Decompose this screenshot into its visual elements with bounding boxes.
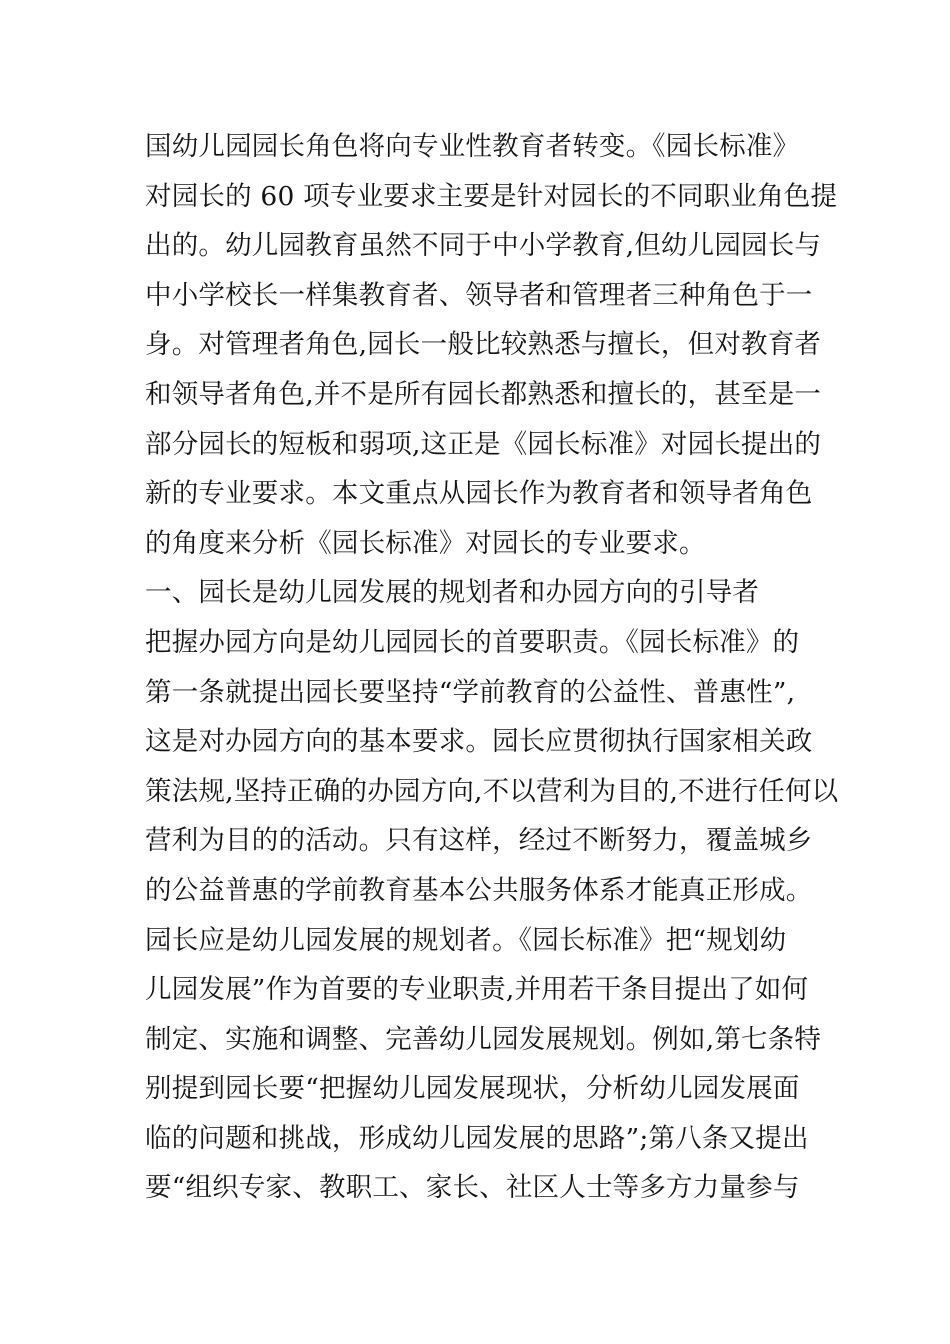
- text-line: 部分园长的短板和弱项,这正是《园长标准》对园长提出的: [145, 428, 822, 460]
- text-line: 的角度来分析《园长标准》对园长的专业要求。: [145, 527, 706, 559]
- text-line: 对园长的 60 项专业要求主要是针对园长的不同职业角色提: [145, 180, 838, 212]
- text-line: 新的专业要求。本文重点从园长作为教育者和领导者角色: [145, 478, 813, 510]
- text-line: 中小学校长一样集教育者、领导者和管理者三种角色于一: [145, 279, 813, 311]
- text-line: 和领导者角色,并不是所有园长都熟悉和擅长的，甚至是一: [145, 378, 822, 410]
- text-line: 国幼儿园园长角色将向专业性教育者转变。《园长标准》: [145, 131, 800, 162]
- text-line: 要“组织专家、教职工、家长、社区人士等多方力量参与: [145, 1172, 800, 1204]
- text-line: 园长应是幼儿园发展的规划者。《园长标准》把“规划幼: [145, 924, 787, 956]
- text-line: 策法规,坚持正确的办园方向,不以营利为目的,不进行任何以: [145, 775, 839, 807]
- section-heading: 一、园长是幼儿园发展的规划者和办园方向的引导者: [145, 577, 760, 609]
- text-line: 营利为目的的活动。只有这样，经过不断努力，覆盖城乡: [145, 825, 813, 857]
- text-line: 身。对管理者角色,园长一般比较熟悉与擅长，但对教育者: [145, 329, 822, 361]
- text-line: 把握办园方向是幼儿园园长的首要职责。《园长标准》的: [145, 626, 800, 658]
- text-line: 第一条就提出园长要坚持“学前教育的公益性、普惠性”,: [145, 676, 796, 708]
- text-line: 别提到园长要“把握幼儿园发展现状，分析幼儿园发展面: [145, 1073, 800, 1105]
- text-line: 这是对办园方向的基本要求。园长应贯彻执行国家相关政: [145, 726, 813, 758]
- text-line: 的公益普惠的学前教育基本公共服务体系才能真正形成。: [145, 874, 813, 906]
- text-line: 制定、实施和调整、完善幼儿园发展规划。例如,第七条特: [145, 1023, 822, 1055]
- text-line: 儿园发展”作为首要的专业职责,并用若干条目提出了如何: [145, 974, 809, 1006]
- text-line: 临的问题和挑战，形成幼儿园发展的思路”;第八条又提出: [145, 1122, 809, 1154]
- text-line: 出的。幼儿园教育虽然不同于中小学教育,但幼儿园园长与: [145, 230, 822, 262]
- document-body: [145, 122, 839, 1213]
